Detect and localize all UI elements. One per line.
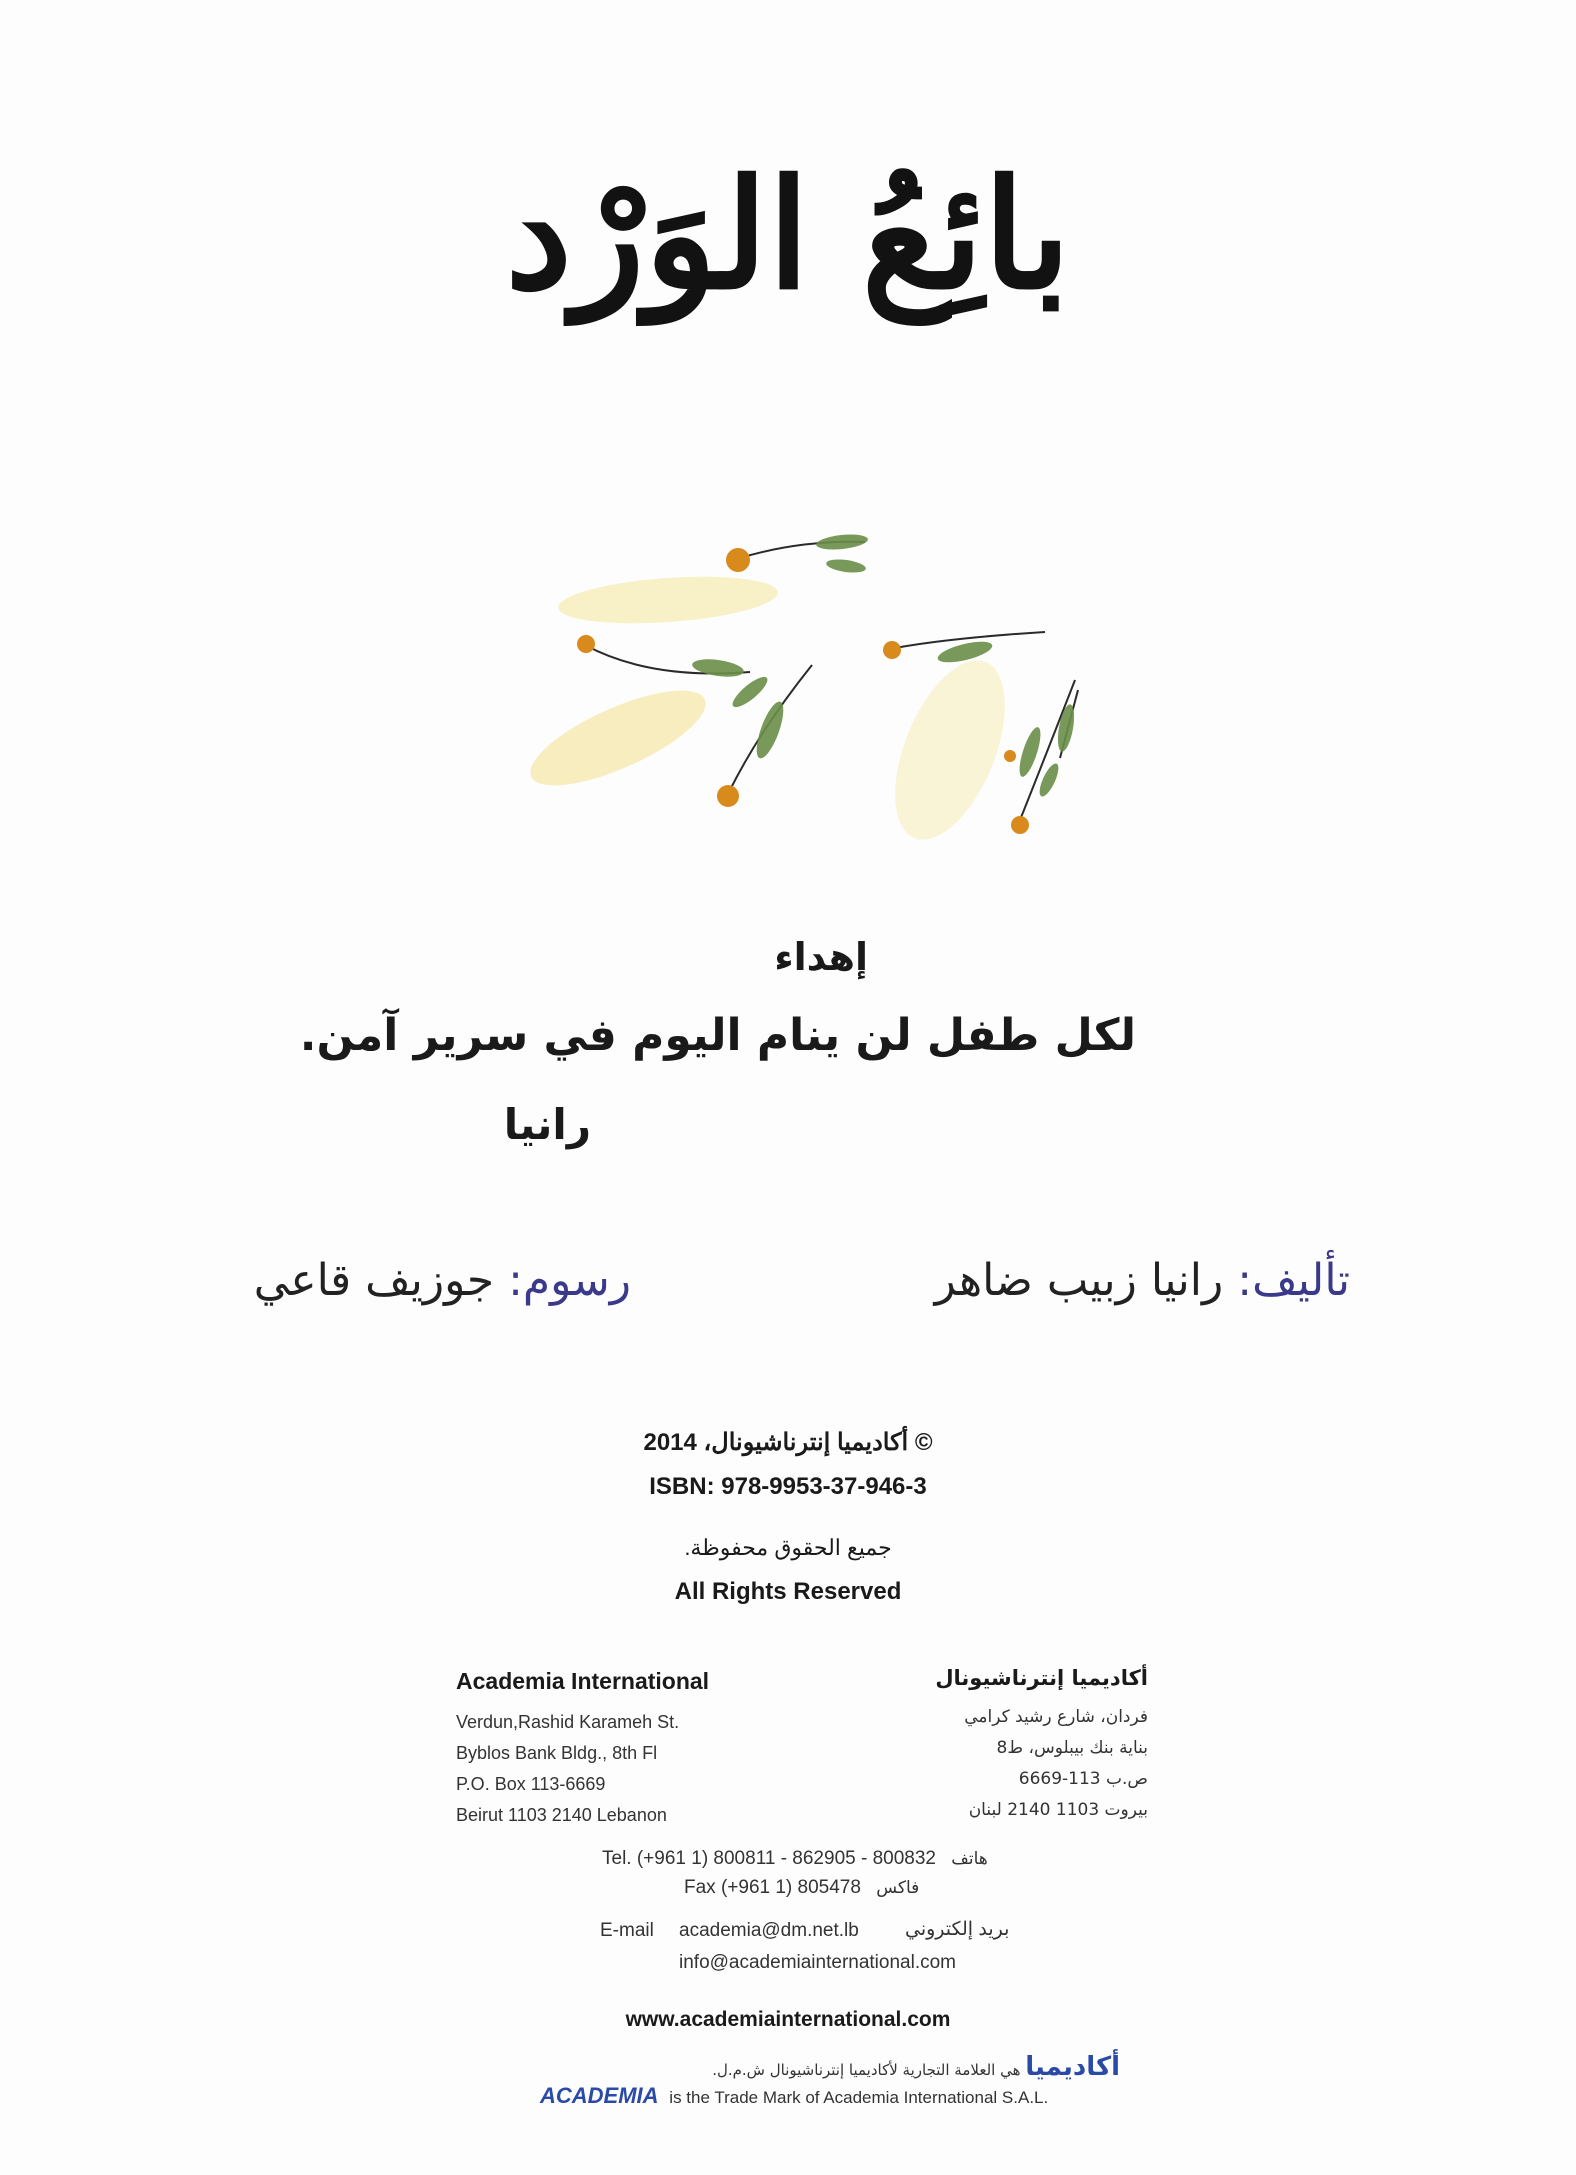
book-title: بائِعُ الوَرْد (505, 147, 1071, 323)
address-line: P.O. Box 113-6669 (456, 1774, 606, 1794)
academia-logo-arabic: أكاديميا (1025, 2052, 1120, 2082)
address-line: فردان، شارع رشيد كرامي (964, 1707, 1148, 1727)
illustrator-credit (254, 1255, 631, 1306)
flower-illustration (500, 520, 1120, 860)
email-label-arabic: بريد إلكتروني (905, 1919, 1010, 1940)
illustrator-label: رسوم: (508, 1255, 631, 1306)
address-line: Verdun,Rashid Karameh St. (456, 1712, 680, 1732)
isbn: ISBN: 978-9953-37-946-3 (649, 1473, 927, 1500)
fax-number: Fax (+961 1) 805478 (684, 1877, 861, 1898)
dedication-text: لكل طفل لن ينام اليوم في سرير آمن. (299, 1010, 1136, 1061)
publisher-address-english (456, 1668, 709, 1831)
website-link[interactable]: www.academiainternational.com (625, 2008, 951, 2031)
author-credit (935, 1255, 1350, 1306)
author-label: تأليف: (1237, 1255, 1350, 1306)
email-label: E-mail (600, 1920, 654, 1941)
rights-reserved-english: All Rights Reserved (674, 1578, 902, 1605)
address-line: Byblos Bank Bldg., 8th Fl (456, 1743, 658, 1763)
telephone (602, 1848, 988, 1870)
academia-logo: ACADEMIA (540, 2083, 659, 2108)
dedication-signature: رانيا (503, 1100, 591, 1149)
address-line: بناية بنك بيبلوس، ط8 (996, 1738, 1148, 1758)
dedication-heading: إهداء (774, 935, 868, 979)
email-link[interactable]: info@academiainternational.com (679, 1952, 956, 1973)
email-link[interactable]: academia@dm.net.lb (679, 1920, 859, 1941)
trademark-arabic (540, 2052, 1120, 2082)
trademark-text-arabic: هي العلامة التجارية لأكاديميا إنترناشيونال ش.م.ل. (712, 2061, 1021, 2079)
address-line: ص.ب 113-6669 (1018, 1769, 1148, 1789)
trademark-text-english: is the Trade Mark of Academia International S.A.L. (669, 2088, 1049, 2107)
author-name: رانيا زبيب ضاهر (934, 1255, 1224, 1306)
fax (684, 1877, 919, 1899)
publisher-address-arabic (935, 1666, 1148, 1826)
telephone-label-arabic: هاتف (951, 1849, 988, 1869)
publisher-name-arabic: أكاديميا إنترناشيونال (935, 1666, 1148, 1690)
illustrator-name: جوزيف قاعي (253, 1255, 495, 1306)
address-line: بيروت 1103 2140 لبنان (968, 1800, 1148, 1820)
rights-reserved-arabic: جميع الحقوق محفوظة. (684, 1535, 892, 1560)
fax-label-arabic: فاكس (876, 1878, 920, 1898)
publisher-name-english: Academia International (456, 1668, 710, 1694)
telephone-numbers: Tel. (+961 1) 800811 - 862905 - 800832 (602, 1848, 936, 1869)
copyright-line: © أكاديميا إنترناشيونال، 2014 (643, 1429, 933, 1456)
address-line: Beirut 1103 2140 Lebanon (456, 1805, 667, 1825)
trademark-english (540, 2083, 1048, 2109)
